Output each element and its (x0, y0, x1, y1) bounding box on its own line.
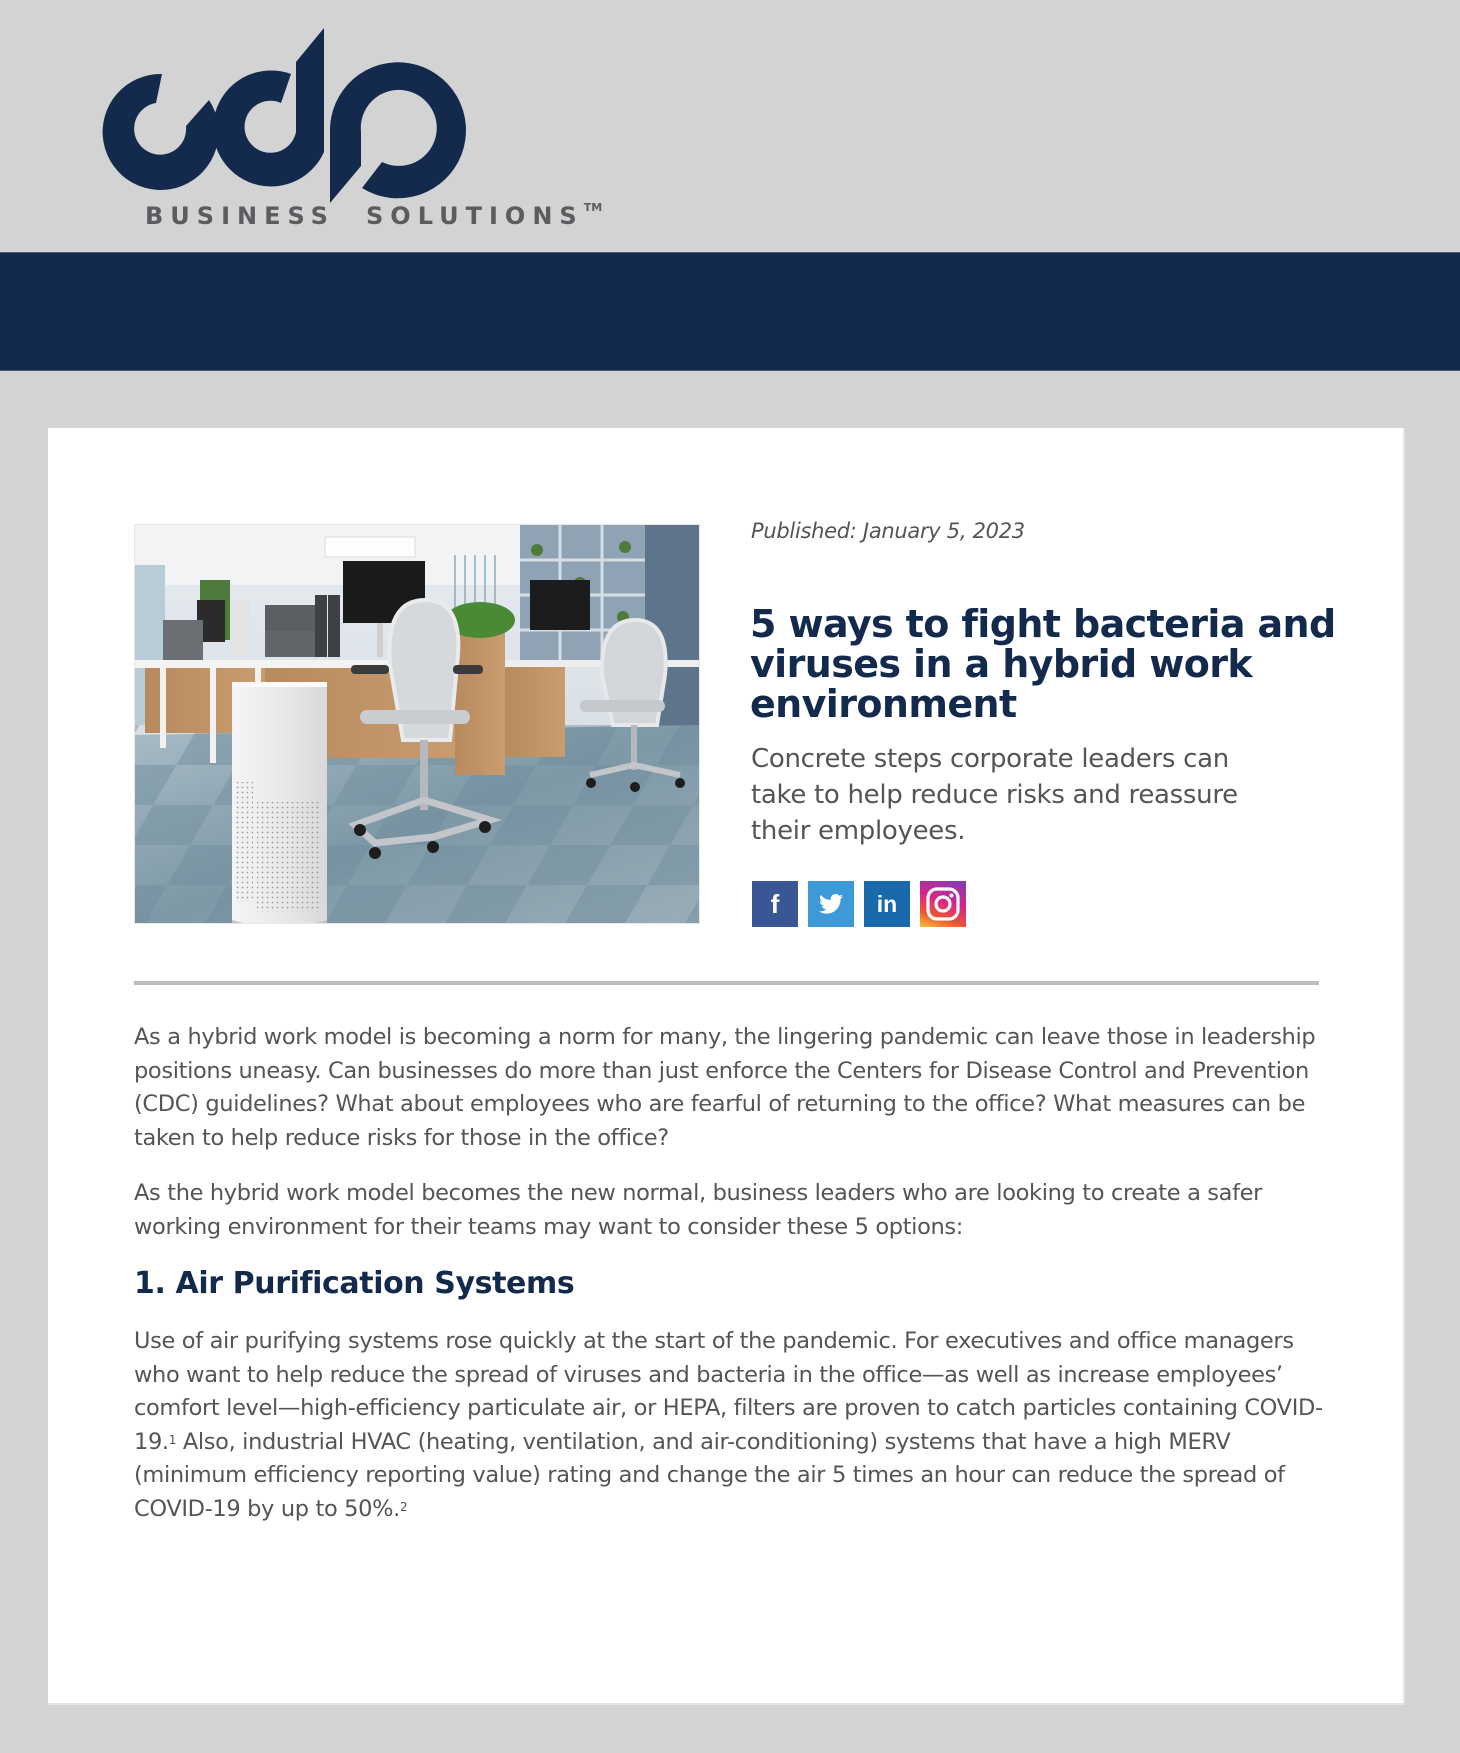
social-share-bar (752, 881, 966, 927)
instagram-icon (925, 886, 961, 922)
section-number: 1. (134, 1266, 166, 1301)
intro-paragraph: As a hybrid work model is becoming a norm for many, the lingering pandemic can leave those in leadership positions uneasy. Can businesses do more than just enforce the Centers for Disease Control and Prevention (CDC) guidelines? What about employees who are fearful of returning to the office? What measures can be taken to help reduce risks for those in the office? (134, 1024, 1316, 1151)
twitter-icon (819, 894, 843, 914)
article-card (48, 428, 1405, 1705)
footnote-1-link[interactable]: 1 (168, 1432, 177, 1447)
section-heading-text: Air Purification Systems (175, 1266, 575, 1301)
odp-business-solutions-logo[interactable] (90, 28, 603, 230)
logo-solutions-text: SOLUTIONS™ (366, 201, 603, 230)
article-title: 5 ways to fight bacteria and viruses in a hybrid work environment (750, 602, 1336, 726)
section-heading-air-purification (134, 1266, 574, 1301)
twitter-share-button[interactable] (808, 881, 854, 927)
odp-logo-mark-icon (90, 28, 490, 203)
facebook-icon: f (770, 888, 780, 919)
navigation-band (0, 252, 1460, 371)
hero-image (134, 524, 700, 924)
office-air-purifier-photo-icon (135, 525, 700, 924)
facebook-share-button[interactable] (752, 881, 798, 927)
linkedin-share-button[interactable] (864, 881, 910, 927)
article-subtitle: Concrete steps corporate leaders can take to help reduce risks and reassure their employees. (751, 744, 1238, 846)
section-divider (134, 981, 1319, 985)
logo-business-text: BUSINESS (145, 202, 335, 230)
instagram-share-button[interactable] (920, 881, 966, 927)
published-date: Published: January 5, 2023 (751, 519, 1025, 543)
options-intro-paragraph: As the hybrid work model becomes the new normal, business leaders who are looking to create a safer working environment for their teams may want to consider these 5 options: (134, 1180, 1263, 1240)
air-purification-paragraph: Use of air purifying systems rose quickly at the start of the pandemic. For executives and office managers who want to help reduce the spread of viruses and bacteria in the office—as well as increase employees’ comfort level—high-efficiency particulate air, or HEPA, filters are proven to catch particles containing COVID-19.$^1$ Also, industrial HVAC (heating, ventilation, and air-conditioning) systems that have a high MERV (minimum efficiency reporting value) rating and change the air 5 times an hour can reduce the spread of COVID-19 by up to 50%.$^2$ (134, 1328, 1323, 1522)
footnote-2-link[interactable]: 2 (399, 1499, 408, 1514)
linkedin-icon: in (876, 890, 898, 917)
